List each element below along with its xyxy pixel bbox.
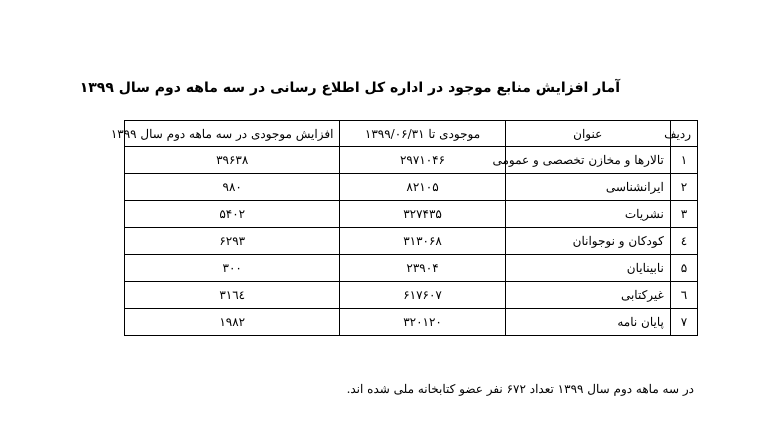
header-title: عنوان	[505, 121, 670, 147]
cell-stock: ۳۱۳۰۶۸	[340, 228, 505, 255]
cell-stock: ۶۱۷۶۰۷	[340, 282, 505, 309]
cell-row-number: ۳	[670, 201, 697, 228]
cell-title: غیرکتابی	[505, 282, 670, 309]
cell-increase: ۱۹۸۲	[125, 309, 340, 336]
cell-title: ایرانشناسی	[505, 174, 670, 201]
cell-row-number: ۱	[670, 147, 697, 174]
cell-increase: ۳۰۰	[125, 255, 340, 282]
table-row	[125, 174, 698, 201]
table-row	[125, 147, 698, 174]
cell-row-number: ۲	[670, 174, 697, 201]
cell-row-number: ۵	[670, 255, 697, 282]
table-row	[125, 228, 698, 255]
cell-increase: ۶۲۹۳	[125, 228, 340, 255]
cell-stock: ۳۲۷۴۳۵	[340, 201, 505, 228]
table-row	[125, 282, 698, 309]
header-increase: افزایش موجودی در سه ماهه دوم سال ۱۳۹۹	[125, 121, 340, 147]
cell-stock: ۲۹۷۱۰۴۶	[340, 147, 505, 174]
header-stock: موجودی تا ۱۳۹۹/۰۶/۳۱	[340, 121, 505, 147]
cell-title: نابینایان	[505, 255, 670, 282]
cell-row-number: ۷	[670, 309, 697, 336]
cell-row-number: ٤	[670, 228, 697, 255]
cell-increase: ۳۹۶۳۸	[125, 147, 340, 174]
header-row-number: ردیف	[670, 121, 697, 147]
cell-increase: ۳۱٦٤	[125, 282, 340, 309]
cell-stock: ۸۲۱۰۵	[340, 174, 505, 201]
cell-title: کودکان و نوجوانان	[505, 228, 670, 255]
cell-title: پایان نامه	[505, 309, 670, 336]
cell-stock: ۲۳۹۰۴	[340, 255, 505, 282]
cell-increase: ۵۴۰۲	[125, 201, 340, 228]
cell-row-number: ٦	[670, 282, 697, 309]
stats-table	[110, 120, 698, 336]
cell-increase: ۹۸۰	[125, 174, 340, 201]
footnote: در سه ماهه دوم سال ۱۳۹۹ تعداد ۶۷۲ نفر عضو کتابخانه ملی شده اند.	[346, 382, 694, 396]
cell-title: نشریات	[505, 201, 670, 228]
table-row	[125, 201, 698, 228]
table-header-row	[125, 121, 698, 147]
document-title: آمار افزایش منابع موجود در اداره کل اطلاع رسانی در سه ماهه دوم سال ۱۳۹۹	[79, 80, 620, 96]
cell-title: تالارها و مخازن تخصصی و عمومی	[505, 147, 670, 174]
table-row	[125, 309, 698, 336]
cell-stock: ۳۲۰۱۲۰	[340, 309, 505, 336]
table-row	[125, 255, 698, 282]
